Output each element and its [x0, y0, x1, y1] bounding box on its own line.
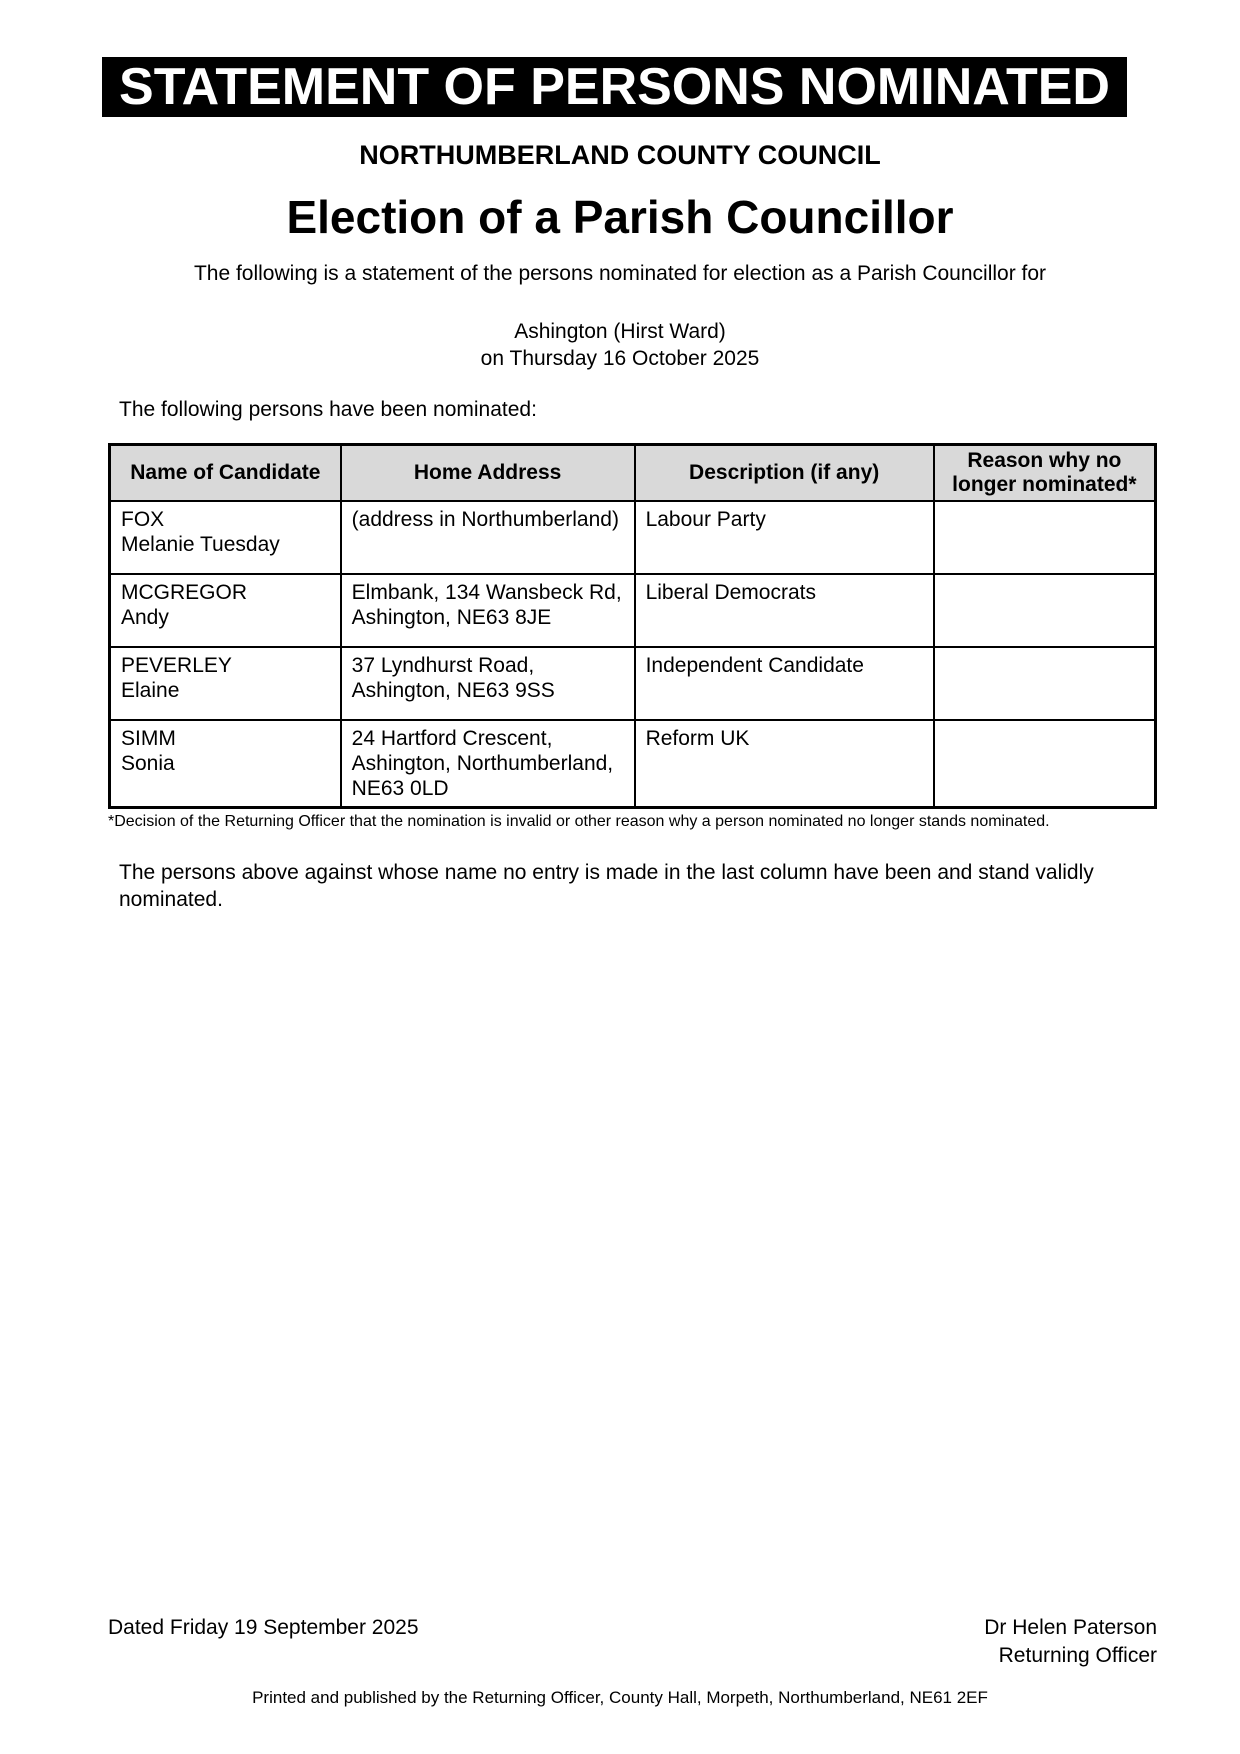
officer-name: Dr Helen Paterson — [984, 1616, 1157, 1639]
home-address-cell: Elmbank, 134 Wansbeck Rd, Ashington, NE63 8JE — [341, 574, 635, 647]
printed-published-note: Printed and published by the Returning Officer, County Hall, Morpeth, Northumberland, NE61 2EF — [252, 1688, 988, 1707]
reason-cell — [934, 720, 1156, 808]
reason-cell — [934, 501, 1156, 574]
ward-block — [0, 318, 1240, 372]
statement-banner — [102, 57, 1127, 117]
description-cell: Independent Candidate — [635, 647, 934, 720]
election-date: on Thursday 16 October 2025 — [480, 347, 760, 370]
home-address-cell: 37 Lyndhurst Road, Ashington, NE63 9SS — [341, 647, 635, 720]
home-address-cell: 24 Hartford Crescent, Ashington, Northumberland, NE63 0LD — [341, 720, 635, 808]
table-row — [110, 501, 1156, 574]
description-cell: Liberal Democrats — [635, 574, 934, 647]
header-home-address: Home Address — [341, 445, 635, 502]
table-row — [110, 647, 1156, 720]
statement-banner-title: STATEMENT OF PERSONS NOMINATED — [119, 58, 1110, 116]
home-address-cell: (address in Northumberland) — [341, 501, 635, 574]
officer-block — [984, 1614, 1157, 1670]
dated-line: Dated Friday 19 September 2025 — [108, 1616, 419, 1639]
description-cell: Reform UK — [635, 720, 934, 808]
candidates-table — [108, 443, 1157, 809]
ward-name: Ashington (Hirst Ward) — [514, 320, 726, 343]
header-name-of-candidate: Name of Candidate — [110, 445, 341, 502]
intro-statement: The following is a statement of the persons nominated for election as a Parish Councillor for — [193, 262, 1047, 285]
description-cell: Labour Party — [635, 501, 934, 574]
reason-cell — [934, 574, 1156, 647]
nominations-lead: The following persons have been nominated: — [119, 398, 537, 421]
table-row — [110, 574, 1156, 647]
candidate-name-cell: SIMM Sonia — [110, 720, 341, 808]
candidates-table-body — [110, 501, 1156, 808]
reason-cell — [934, 647, 1156, 720]
header-reason-no-longer-nominated: Reason why no longer nominated* — [934, 445, 1156, 502]
candidate-name-cell: MCGREGOR Andy — [110, 574, 341, 647]
validity-note: The persons above against whose name no entry is made in the last column have been and stand validly nominated. — [119, 861, 1094, 912]
candidate-name-cell: PEVERLEY Elaine — [110, 647, 341, 720]
header-description: Description (if any) — [635, 445, 934, 502]
candidate-name-cell: FOX Melanie Tuesday — [110, 501, 341, 574]
officer-title: Returning Officer — [998, 1644, 1157, 1667]
table-footnote: *Decision of the Returning Officer that the nomination is invalid or other reason why a person nominated no longer stands nominated. — [108, 813, 1050, 831]
election-title: Election of a Parish Councillor — [286, 191, 954, 243]
nominations-section — [108, 398, 1157, 913]
footer-row — [108, 1614, 1157, 1670]
table-row — [110, 720, 1156, 808]
council-name: NORTHUMBERLAND COUNTY COUNCIL — [359, 140, 881, 170]
table-header-row — [110, 445, 1156, 502]
